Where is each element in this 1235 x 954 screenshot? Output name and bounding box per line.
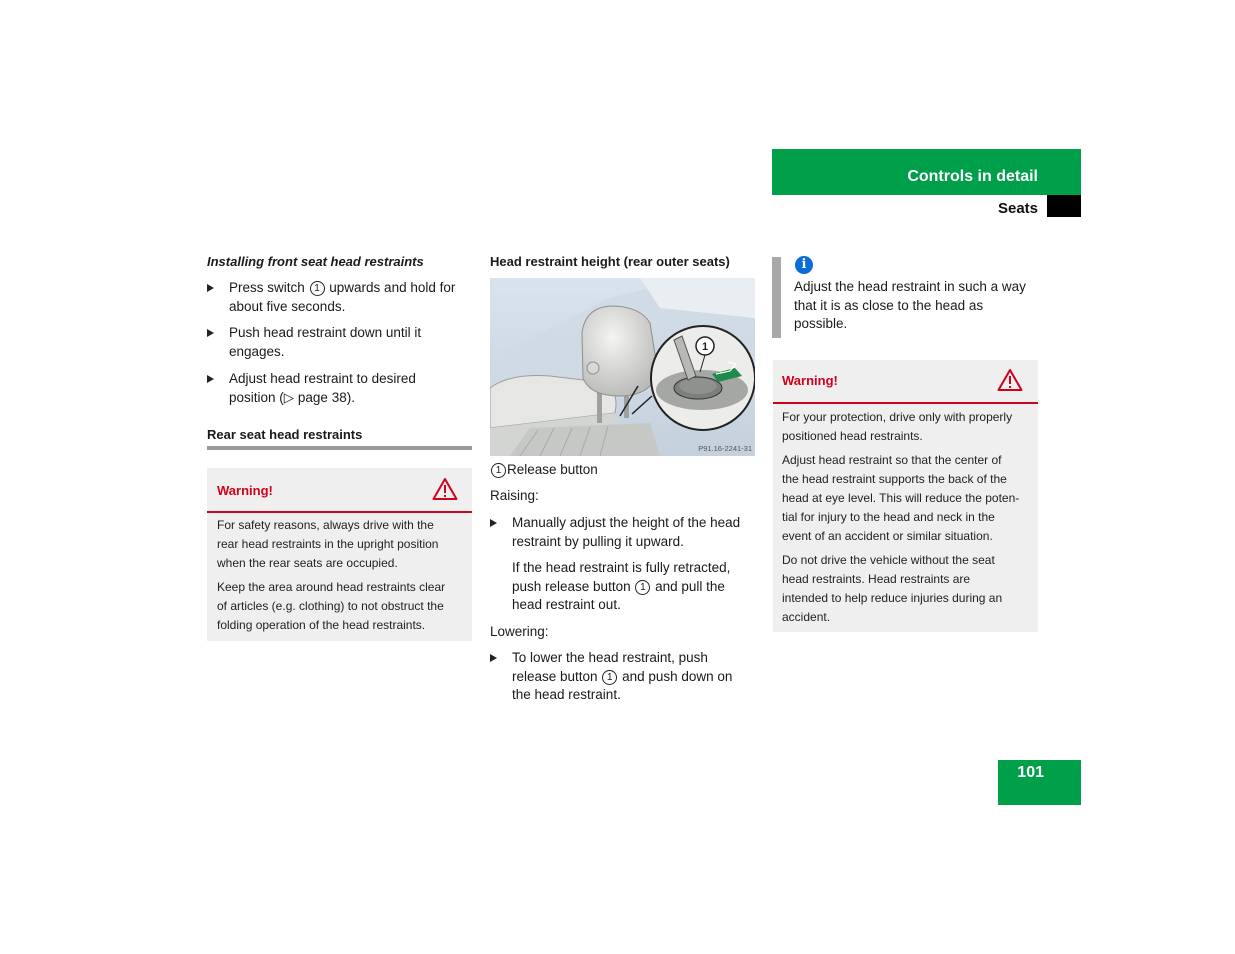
install-heading: Installing front seat head restraints	[207, 254, 424, 269]
bullet-arrow-icon	[207, 284, 214, 292]
head-restraint-illustration	[490, 278, 755, 456]
subsection-marker	[1047, 195, 1081, 217]
subsection-title: Seats	[997, 200, 1038, 217]
warning-text: For your protection, drive only with properly positioned head restraints.	[782, 410, 1013, 443]
lowering-label: Lowering:	[490, 624, 549, 639]
callout-1-icon: 1	[310, 281, 325, 296]
info-icon: i	[795, 256, 813, 274]
raise-note: If the head restraint is fully retracted, push release button 1 and pull the head restraint out.	[512, 560, 731, 612]
warning-text: Do not drive the vehicle without the seat head restraints. Head restraints are intended to help reduce injuries during an accident.	[782, 553, 1003, 624]
warning-triangle-icon	[997, 368, 1023, 392]
rear-heading: Rear seat head restraints	[207, 427, 363, 442]
callout-1-icon: 1	[602, 670, 617, 685]
callout-1-icon: 1	[635, 580, 650, 595]
page-number: 101	[1017, 764, 1044, 781]
legend-item: 1 Release button	[490, 461, 598, 480]
bullet-arrow-icon	[207, 329, 214, 337]
warning-text: For safety reasons, always drive with the rear head restraints in the upright position when the rear seats are occupied.	[217, 518, 439, 570]
bullet-arrow-icon	[490, 654, 497, 662]
warning-rule	[207, 511, 472, 513]
warning-text: Keep the area around head restraints clear of articles (e.g. clothing) to not obstruct the folding operation of the head restraints.	[217, 580, 446, 632]
section-title: Controls in detail	[907, 168, 1038, 185]
raising-label: Raising:	[490, 488, 539, 503]
image-code: P91.16-2241-31	[698, 444, 752, 453]
callout-1-icon: 1	[491, 463, 506, 478]
bullet-arrow-icon	[490, 519, 497, 527]
info-side-bar	[772, 257, 781, 338]
warning-rule	[773, 402, 1038, 404]
info-text: Adjust the head restraint in such a way that it is as close to the head as possible.	[794, 279, 1026, 331]
bullet-arrow-icon	[207, 375, 214, 383]
height-heading: Head restraint height (rear outer seats)	[490, 254, 730, 269]
warning-triangle-icon	[432, 477, 458, 501]
page-reference[interactable]: position (▷ page 38).	[229, 389, 355, 405]
warning-title: Warning!	[782, 373, 838, 388]
illustration-svg	[490, 278, 755, 456]
warning-title: Warning!	[217, 483, 273, 498]
heading-rule	[207, 446, 472, 450]
warning-box-protection	[773, 360, 1038, 632]
illustration-callout: 1	[701, 341, 709, 353]
warning-text: Adjust head restraint so that the center of the head restraint supports the back of the head at eye level. This will reduce the poten- tial for injury to the head and neck in the event of an accident or similar situation.	[782, 453, 1020, 543]
warning-box-rear	[207, 468, 472, 641]
